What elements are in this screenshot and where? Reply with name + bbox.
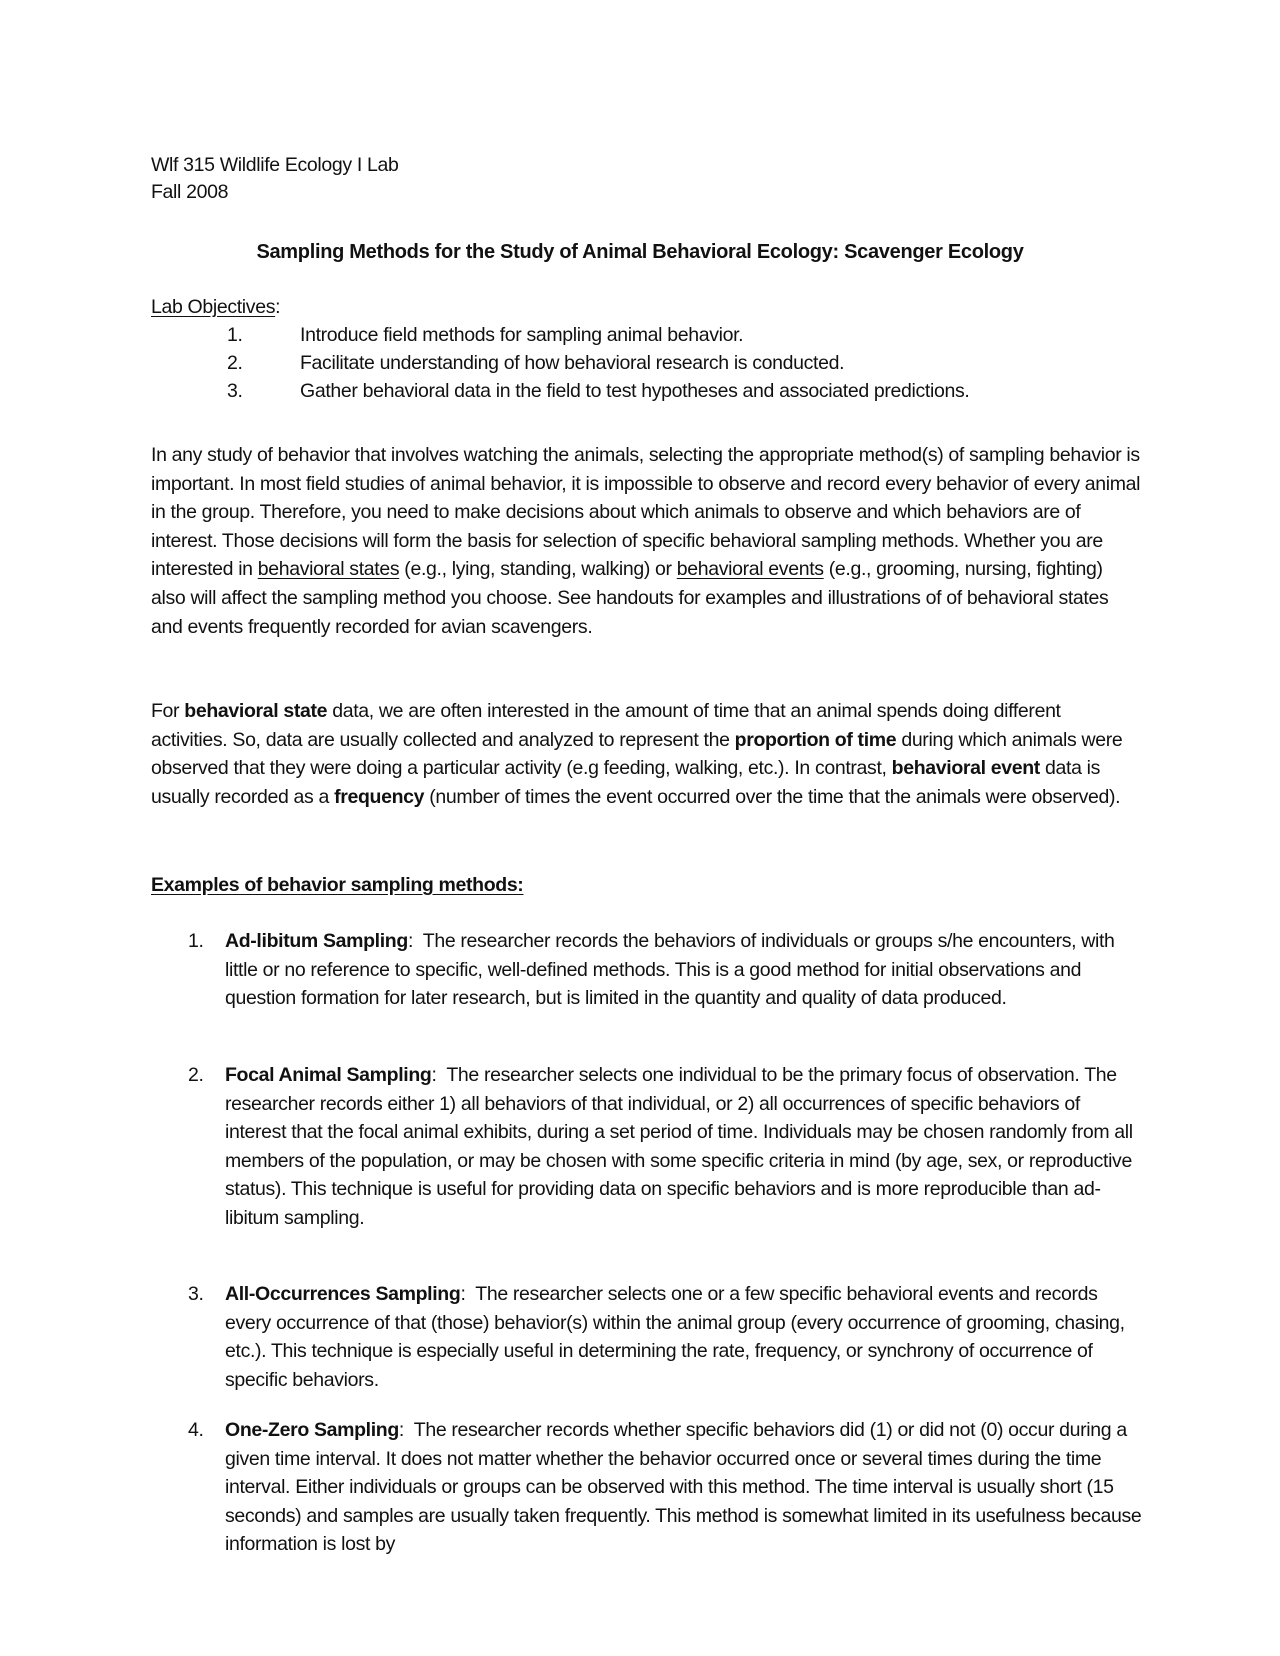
example-term: All-Occurrences Sampling [225,1283,461,1305]
term-behavioral-states: behavioral states [257,558,400,581]
text-run: In any study of behavior that involves watching the animals, selecting the appropriate method(s) of sampling behavior is important. In most field studies of animal behavior, it is impossible to observe and record every behavior of every animal in the group. Therefore, you need to make decisions about which animals to observe and which behaviors are of interest. Those decisions will form the basis for selection of specific behavioral sampling methods. Whether you are interested in [151,444,1141,581]
example-text: The researcher selects one individual to be the primary focus of observation. The researcher records either 1) all behaviors of that individual, or 2) all occurrences of specific behaviors of interest that the focal animal exhibits, during a set period of time. Individuals may be chosen randomly from all members of the population, or may be chosen with some specific criteria in mind (by age, sex, or reproductive status). This technique is useful for providing data on specific behaviors and is more reproducible than ad-libitum sampling. [225,1064,1133,1229]
objective-number: 1. [227,324,243,346]
example-term: Ad-libitum Sampling [225,930,408,952]
objective-text: Introduce field methods for sampling animal behavior. [300,324,744,346]
bold-term: behavioral state [184,700,328,722]
example-body [225,1416,1145,1559]
objectives-heading-colon: : [275,296,281,318]
objective-text: Facilitate understanding of how behavioral research is conducted. [300,352,845,374]
examples-heading [151,872,523,899]
bold-term: frequency [334,785,425,808]
example-number: 2. [188,1064,204,1086]
objective-number: 2. [227,352,243,374]
examples-heading-text: Examples of behavior sampling methods: [151,874,524,896]
objective-number: 3. [227,380,243,402]
term-behavioral-events: behavioral events [676,558,824,581]
example-term: One-Zero Sampling [225,1419,399,1441]
intro-paragraph-1 [151,441,1141,641]
text-run: (e.g., grooming, nursing, fighting) also will affect the sampling method you choose. See handouts for examples and illustrations of of behavioral states and events frequently recorded for avian scavengers. [151,558,1109,638]
bold-term: behavioral event [891,757,1040,780]
example-text: The researcher records whether specific behaviors did (1) or did not (0) occur during a given time interval. It does not matter whether the behavior occurred once or several times during the time interval. Either individuals or groups can be observed with this method. The time interval is usually short (15 seconds) and samples are usually taken frequently. This method is somewhat limited in its usefulness because information is lost by [225,1419,1142,1556]
bold-term: proportion of time [734,728,897,751]
text-run: during which animals were observed that they were doing a particular activity (e.g feeding, walking, etc.). In contrast, [151,728,1123,780]
objectives-heading-text: Lab Objectives [151,296,276,318]
text-run: (e.g., lying, standing, walking) or [399,558,677,581]
text-run: For [151,700,185,722]
objective-text: Gather behavioral data in the field to test hypotheses and associated predictions. [300,380,970,402]
example-body [225,1061,1145,1233]
document-title: Sampling Methods for the Study of Animal Behavioral Ecology: Scavenger Ecology [256,241,1024,263]
example-text: The researcher selects one or a few specific behavioral events and records every occurrence of that (those) behavior(s) within the animal group (every occurrence of grooming, chasing, etc.). This technique is especially useful in determining the rate, frequency, or synchrony of occurrence of specific behaviors. [225,1283,1125,1391]
text-run: (number of times the event occurred over the time that the animals were observed). [424,785,1121,808]
example-number: 1. [188,930,204,952]
objectives-heading [151,294,280,321]
example-number: 4. [188,1419,204,1441]
text-run: : [460,1283,476,1305]
text-run: : [407,930,423,952]
text-run: : [398,1419,414,1441]
course-line: Wlf 315 Wildlife Ecology I Lab [151,154,399,176]
example-text: The researcher records the behaviors of individuals or groups s/he encounters, with little or no reference to specific, well-defined methods. This is a good method for initial observations and question formation for later research, but is limited in the quantity and quality of data produced. [225,930,1115,1010]
example-term: Focal Animal Sampling [225,1064,432,1086]
intro-paragraph-2 [151,697,1141,811]
example-number: 3. [188,1283,204,1305]
example-body [225,1280,1145,1394]
text-run: data, we are often interested in the amount of time that an animal spends doing different activities. So, data are usually collected and analyzed to represent the [151,700,1061,751]
term-line: Fall 2008 [151,181,229,203]
text-run: : [431,1064,447,1086]
example-body [225,927,1145,1013]
text-run: data is usually recorded as a [151,757,1101,808]
